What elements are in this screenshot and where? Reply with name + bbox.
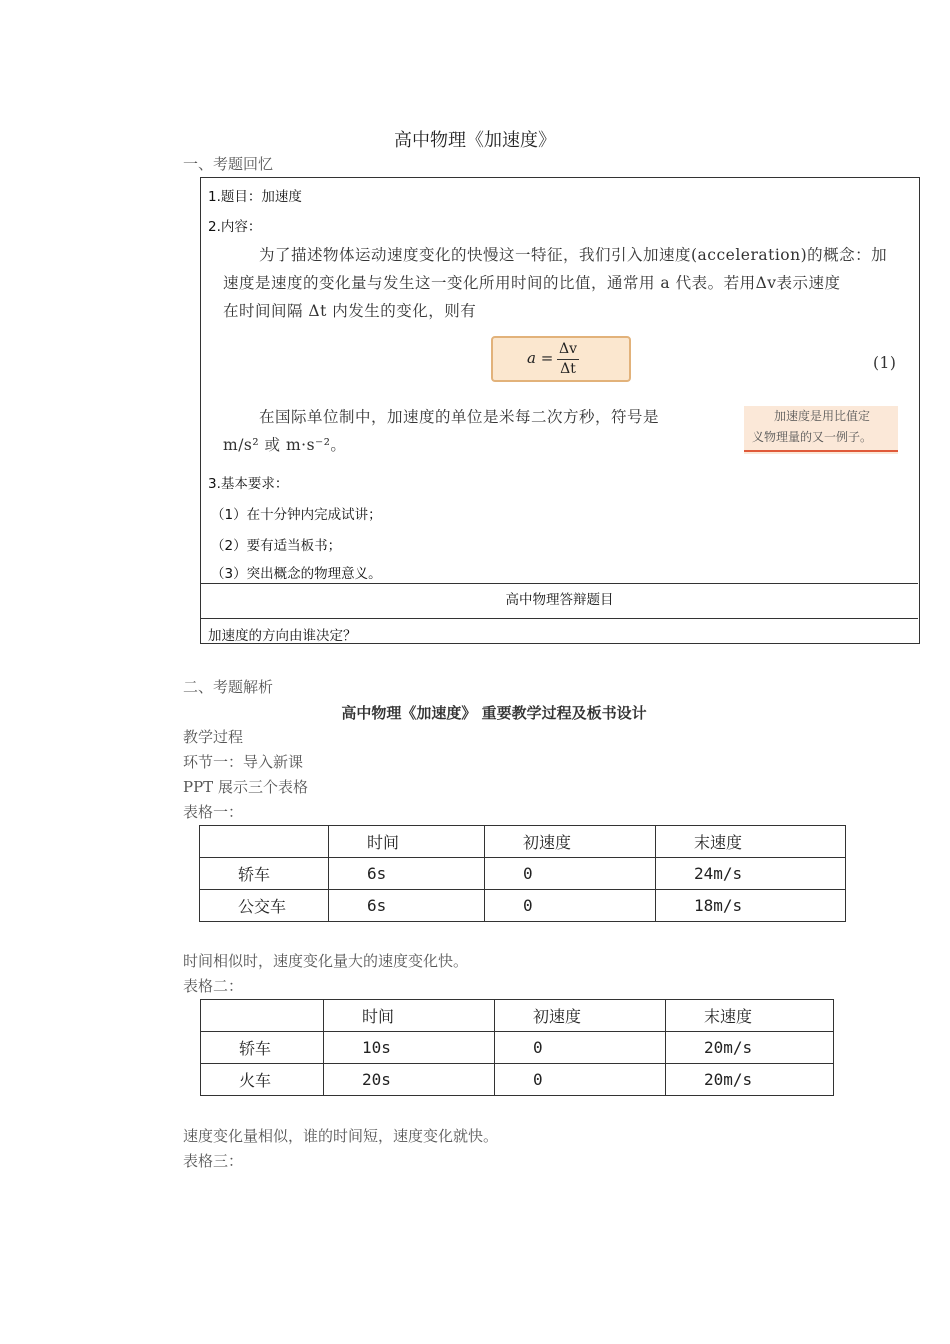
content-paragraph-line: 为了描述物体运动速度变化的快慢这一特征，我们引入加速度(acceleration)的概念：加 [259,246,888,264]
side-note-underline [744,450,898,452]
side-note [744,406,898,454]
content-paragraph-line: 在国际单位制中，加速度的单位是米每二次方秒，符号是 [259,408,660,426]
text-line: 表格三： [183,1152,244,1170]
table-header-cell: 初速度 [485,826,656,858]
table-cell: 0 [485,890,656,922]
table-header-row [200,826,846,858]
table-row-label: 轿车 [201,1032,324,1064]
content-paragraph-line: 在时间间隔 Δt 内发生的变化，则有 [223,302,477,320]
text-line: 速度变化量相似，谁的时间短，速度变化就快。 [183,1127,499,1145]
data-table-2 [200,999,834,1096]
requirement-item: （2）要有适当板书； [211,538,342,554]
content-paragraph-line: m/s² 或 m·s⁻²。 [223,436,347,454]
table-header-cell: 末速度 [666,1000,834,1032]
side-note-line: 加速度是用比值定 [774,409,871,423]
table-row [200,890,846,922]
formula-number: (1) [873,354,897,372]
data-table-1 [199,825,846,922]
question-item-content: 2.内容： [208,219,262,235]
question-item-requirements: 3.基本要求： [208,476,289,492]
table-header-cell: 时间 [324,1000,495,1032]
table-cell: 6s [329,858,485,890]
table-cell: 0 [495,1032,666,1064]
table-header-row [201,1000,834,1032]
table-cell: 6s [329,890,485,922]
text-line: 环节一：导入新课 [183,753,304,771]
formula-lhs: a = [527,349,554,367]
content-paragraph-line: 速度是速度的变化量与发生这一变化所用时间的比值，通常用 a 代表。若用Δv表示速度 [223,274,841,292]
page-title: 高中物理《加速度》 [394,130,556,151]
analysis-subtitle: 高中物理《加速度》 重要教学过程及板书设计 [341,704,647,722]
table-cell: 20s [324,1064,495,1096]
table-header-cell [201,1000,324,1032]
table-cell: 18m/s [656,890,846,922]
text-line: 时间相似时，速度变化量大的速度变化快。 [183,952,469,970]
text-line: PPT 展示三个表格 [183,778,308,796]
table-row-label: 轿车 [200,858,329,890]
side-note-line: 义物理量的又一例子。 [752,430,873,444]
divider [201,583,918,584]
question-item-title: 1.题目：加速度 [208,189,302,205]
table-cell: 0 [485,858,656,890]
table-header-cell: 末速度 [656,826,846,858]
table-cell: 10s [324,1032,495,1064]
question-box [200,177,920,644]
formula-numerator: Δv [557,340,579,360]
requirement-item: （3）突出概念的物理意义。 [211,566,382,582]
table-cell: 20m/s [666,1032,834,1064]
text-line: 表格二： [183,977,244,995]
table-cell: 0 [495,1064,666,1096]
section-heading-2: 二、考题解析 [183,678,274,696]
table-header-cell [200,826,329,858]
text-line: 教学过程 [183,728,244,746]
table-row-label: 公交车 [200,890,329,922]
table-cell: 24m/s [656,858,846,890]
divider [201,618,918,619]
table-row [201,1032,834,1064]
table-row [200,858,846,890]
table-header-cell: 初速度 [495,1000,666,1032]
table-row-label: 火车 [201,1064,324,1096]
table-row [201,1064,834,1096]
formula-fraction [557,340,579,379]
formula-box [491,336,631,382]
formula-denominator: Δt [560,361,576,377]
text-line: 表格一： [183,803,244,821]
section-heading-1: 一、考题回忆 [183,155,274,173]
defense-header: 高中物理答辩题目 [505,592,614,608]
requirement-item: （1）在十分钟内完成试讲； [211,507,382,523]
defense-question: 加速度的方向由谁决定？ [208,628,357,644]
table-cell: 20m/s [666,1064,834,1096]
table-header-cell: 时间 [329,826,485,858]
